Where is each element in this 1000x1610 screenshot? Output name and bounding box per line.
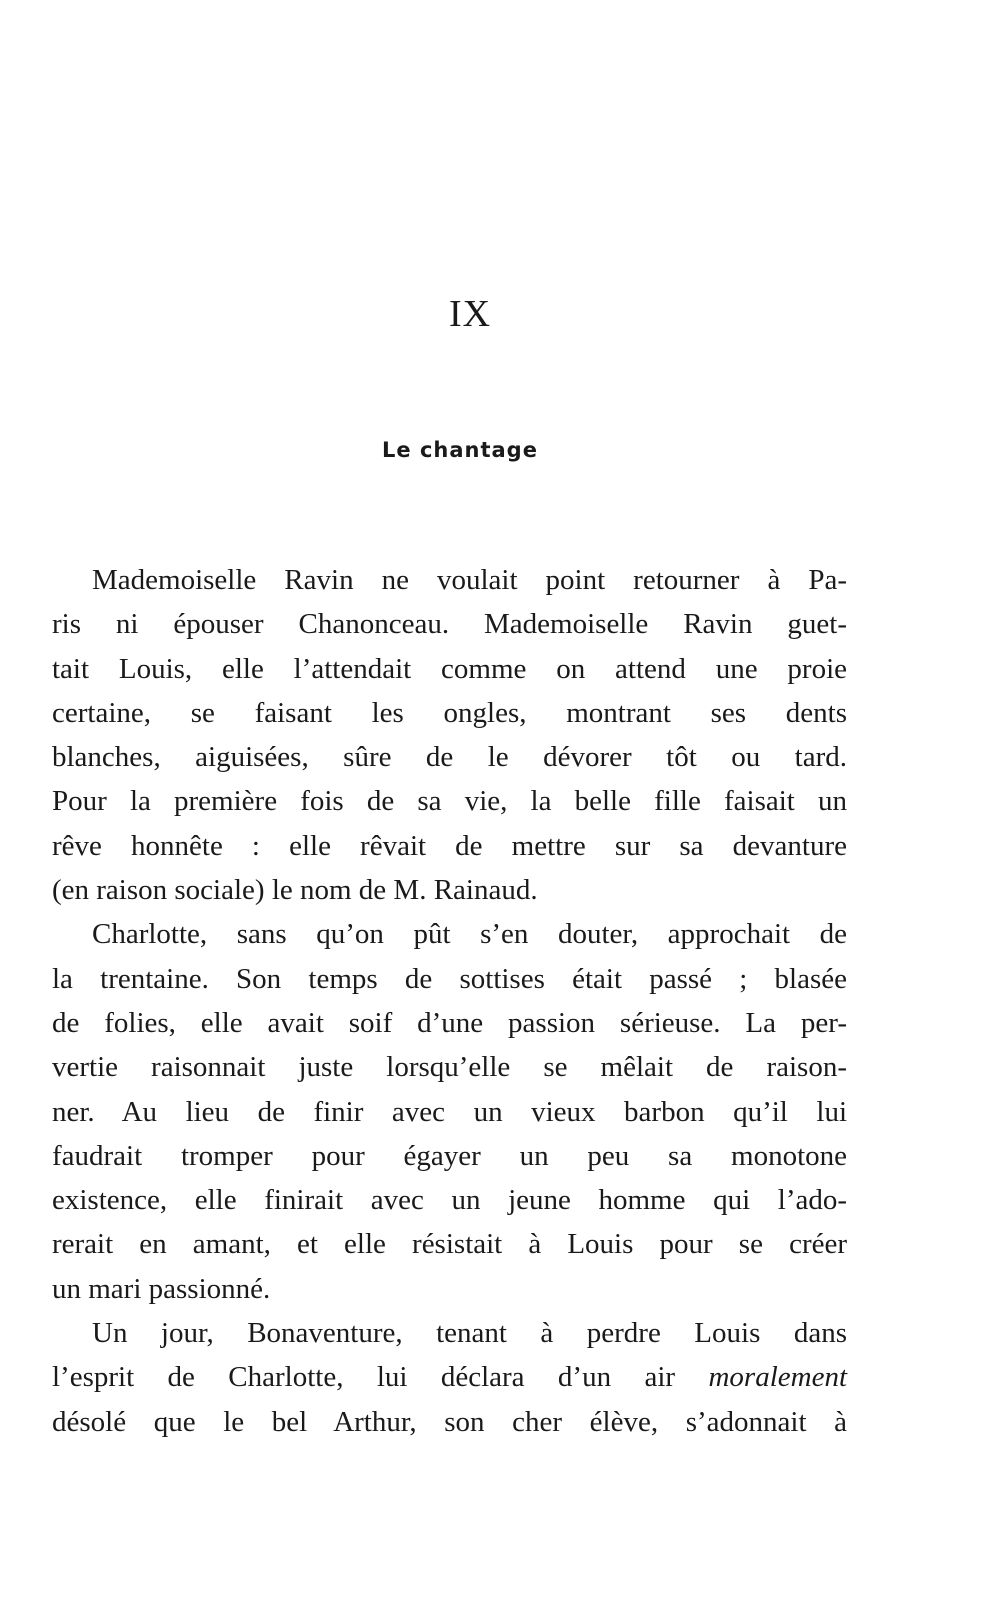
text-line: vertie raisonnait juste lorsqu’elle se mêlait de raison- <box>52 1051 847 1084</box>
text-line: de folies, elle avait soif d’une passion sérieuse. La per- <box>52 1006 847 1039</box>
text-segment: l’esprit de Charlotte, lui déclara d’un air <box>52 1361 709 1394</box>
text-line: tait Louis, elle l’attendait comme on attend une proie <box>52 652 847 685</box>
text-line: ris ni épouser Chanonceau. Mademoiselle Ravin guet- <box>52 608 847 641</box>
text-line: rêve honnête : elle rêvait de mettre sur sa devanture <box>52 829 847 862</box>
chapter-number: IX <box>448 293 492 335</box>
text-line: un mari passionné. <box>52 1272 271 1305</box>
text-line: Un jour, Bonaventure, tenant à perdre Louis dans <box>92 1317 847 1350</box>
text-line-with-italic <box>52 1355 847 1399</box>
italic-word: moralement <box>708 1361 847 1394</box>
text-line: désolé que le bel Arthur, son cher élève, s’adonnait à <box>52 1405 847 1438</box>
text-line: (en raison sociale) le nom de M. Rainaud. <box>52 874 538 907</box>
text-line: certaine, se faisant les ongles, montrant ses dents <box>52 696 847 729</box>
text-line: rerait en amant, et elle résistait à Louis pour se créer <box>52 1228 847 1261</box>
text-line: faudrait tromper pour égayer un peu sa monotone <box>52 1139 847 1172</box>
text-line: blanches, aiguisées, sûre de le dévorer tôt ou tard. <box>52 741 847 774</box>
text-line: Pour la première fois de sa vie, la belle fille faisait un <box>52 785 847 818</box>
text-line: Charlotte, sans qu’on pût s’en douter, approchait de <box>92 918 847 951</box>
body-text <box>52 558 847 1444</box>
text-line: la trentaine. Son temps de sottises était passé ; blasée <box>52 962 847 995</box>
text-line: Mademoiselle Ravin ne voulait point retourner à Pa- <box>92 564 847 596</box>
text-line: existence, elle finirait avec un jeune homme qui l’ado- <box>52 1184 847 1217</box>
text-line: ner. Au lieu de finir avec un vieux barbon qu’il lui <box>52 1095 847 1128</box>
chapter-title: Le chantage <box>382 438 538 462</box>
